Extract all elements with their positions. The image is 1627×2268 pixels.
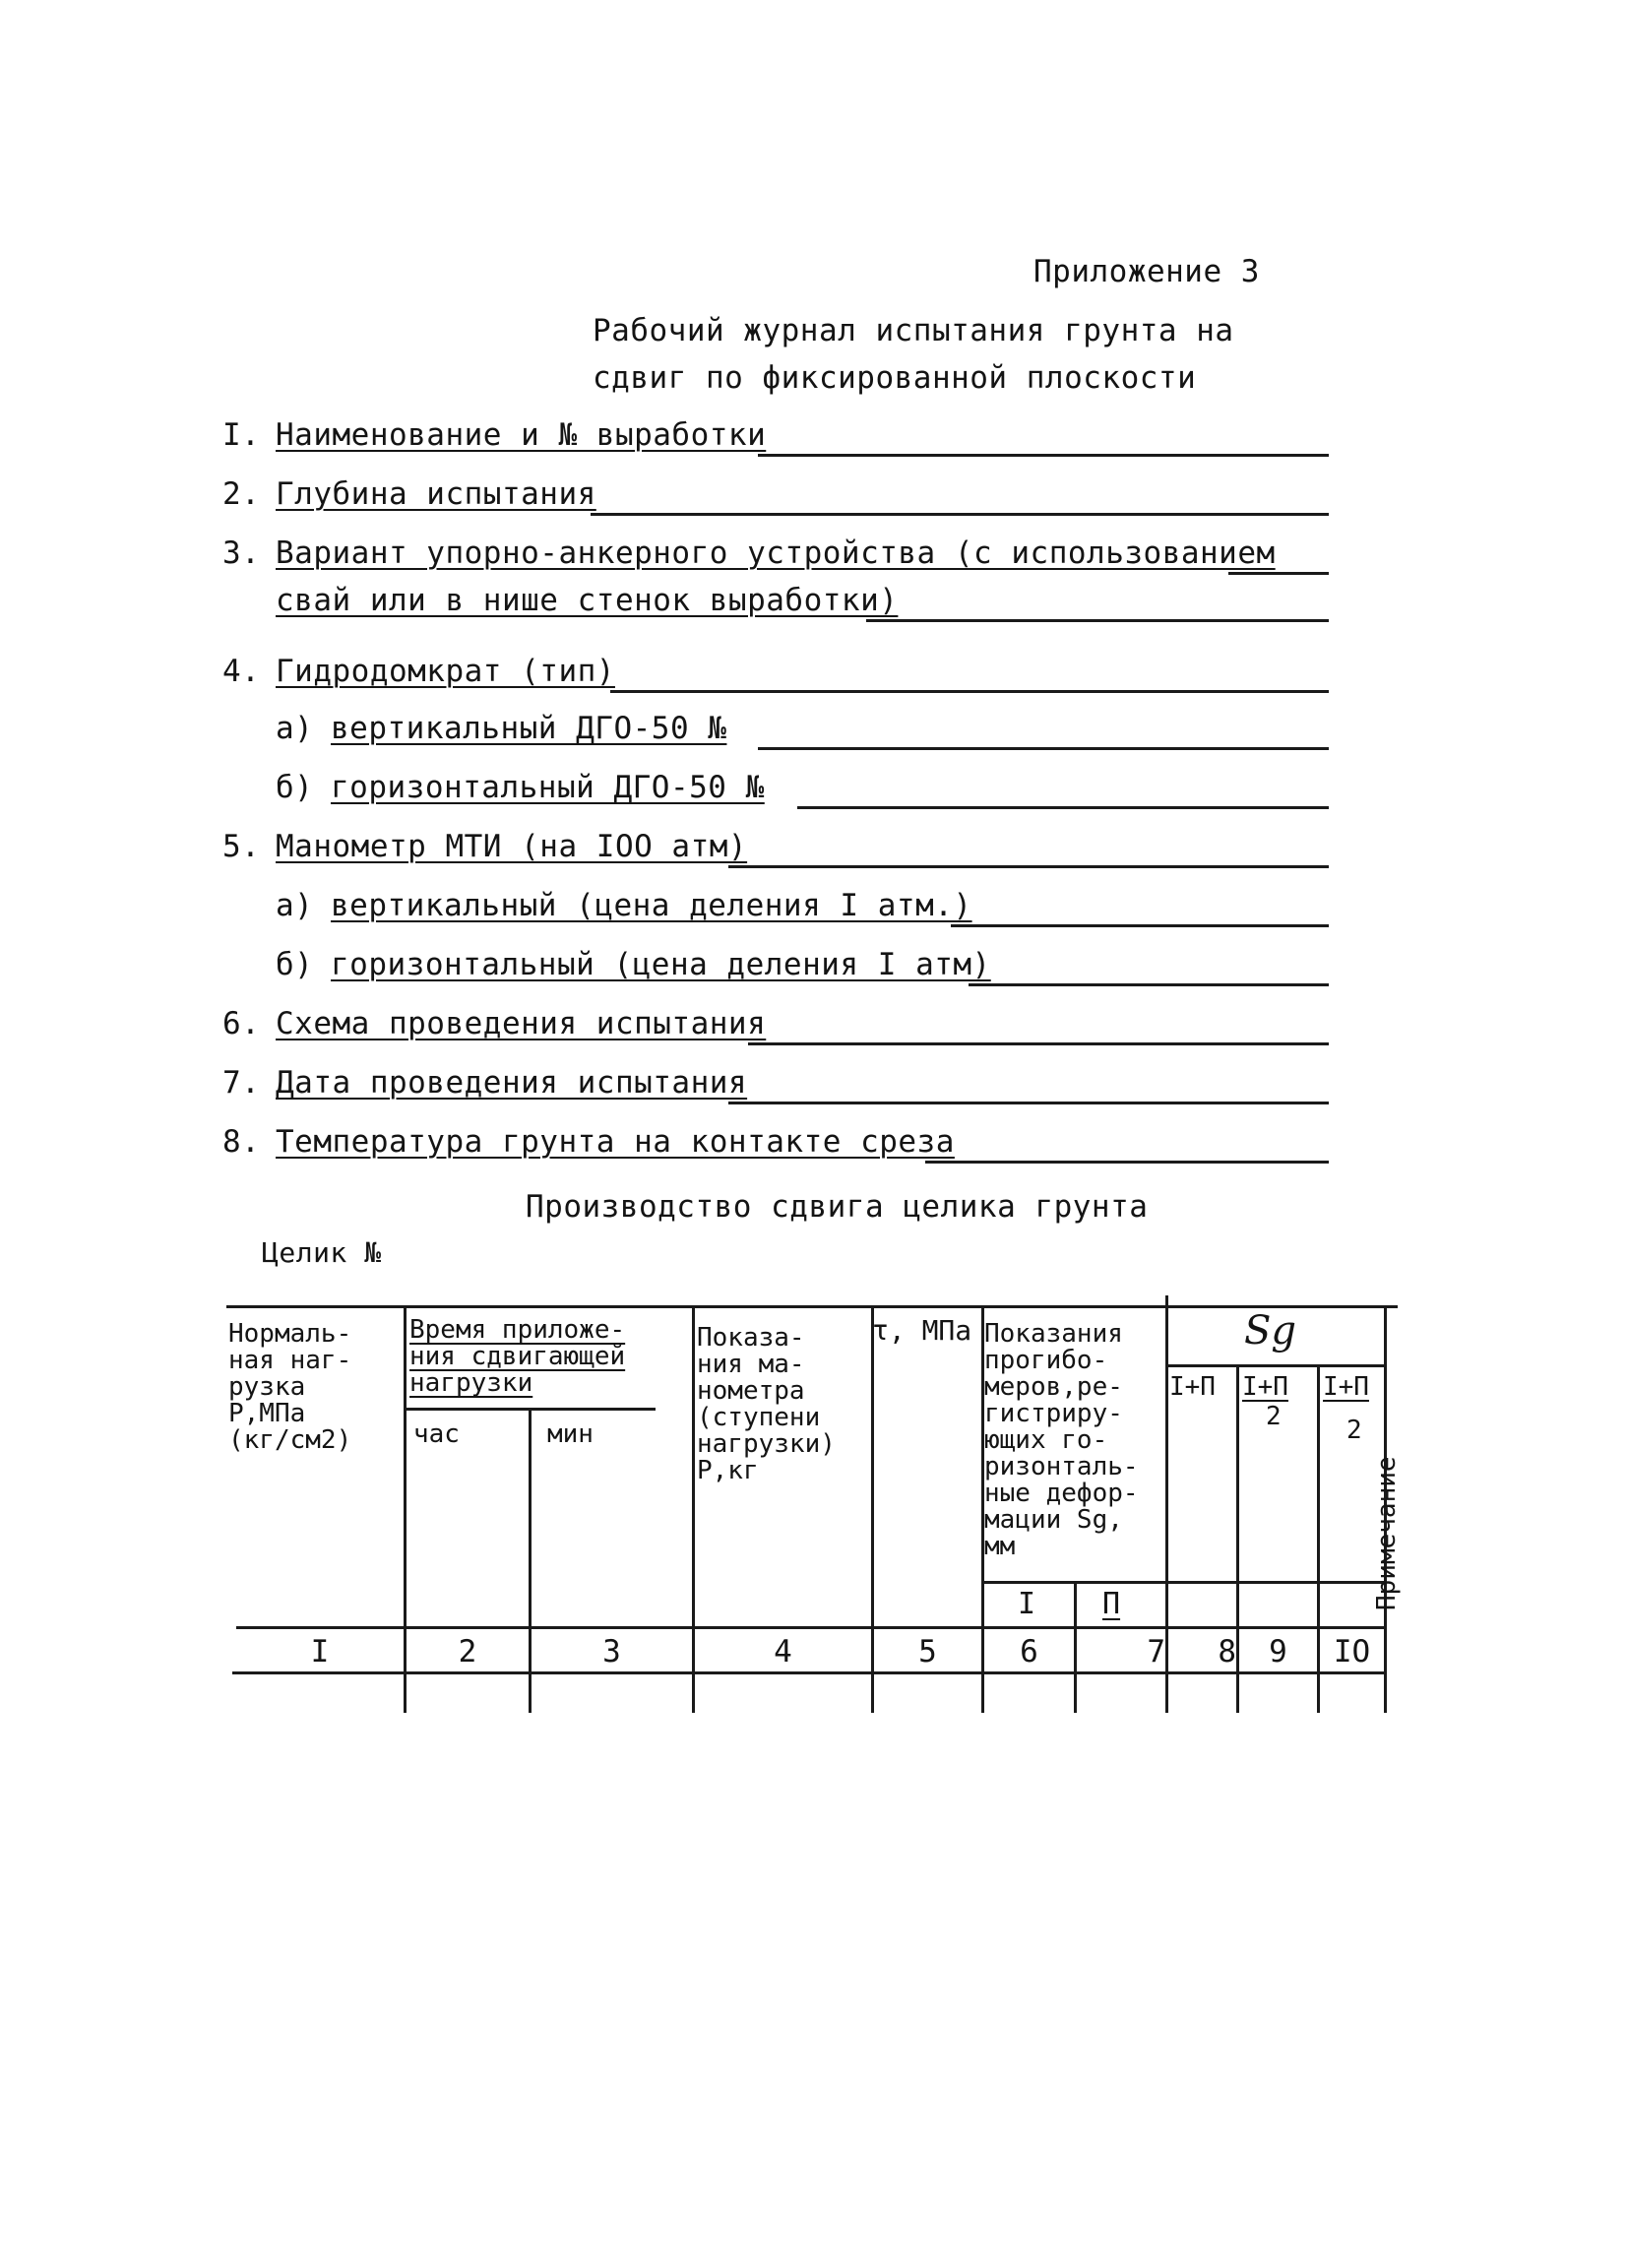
header-deflectometer: Показания прогибо- меров,ре- гистриру- ющих го- ризонталь- ные дефор- мации Sg, мм bbox=[984, 1319, 1139, 1561]
field-3-line-b[interactable] bbox=[866, 619, 1329, 622]
header-hours: час bbox=[413, 1419, 460, 1449]
field-2-label: Глубина испытания bbox=[276, 476, 596, 512]
field-8-number: 8. bbox=[222, 1124, 261, 1160]
field-4b-label: горизонтальный ДГО-50 № bbox=[331, 770, 765, 805]
table-rule-deform bbox=[982, 1581, 1386, 1584]
field-5b-line[interactable] bbox=[969, 983, 1329, 986]
field-3-label-line2: свай или в нише стенок выработки) bbox=[276, 583, 899, 618]
field-2-line[interactable] bbox=[591, 513, 1329, 516]
field-4b-letter: б) bbox=[276, 770, 314, 805]
section-title: Производство сдвига целика грунта bbox=[526, 1189, 1149, 1225]
field-3-line-a[interactable] bbox=[1228, 572, 1329, 575]
header-normal-load: Нормаль- ная наг- рузка P,МПа (кг/см2) bbox=[228, 1319, 352, 1455]
header-sum: I+П bbox=[1169, 1372, 1216, 1402]
pillar-number-label: Целик № bbox=[262, 1236, 382, 1269]
field-6-line[interactable] bbox=[748, 1042, 1329, 1045]
table-header-bottom bbox=[236, 1626, 1386, 1629]
field-4a-line[interactable] bbox=[758, 747, 1329, 750]
field-4-number: 4. bbox=[222, 654, 261, 689]
field-8-label: Температура грунта на контакте среза bbox=[276, 1124, 955, 1160]
column-number-3: 3 bbox=[602, 1634, 621, 1670]
document-title-line1: Рабочий журнал испытания грунта на bbox=[593, 313, 1234, 348]
field-5a-label: вертикальный (цена деления I атм.) bbox=[331, 888, 972, 923]
header-half-sum-bottom: 2 bbox=[1266, 1402, 1282, 1431]
header-gauge-1: I bbox=[1018, 1587, 1036, 1621]
field-2-number: 2. bbox=[222, 476, 261, 512]
field-5b-label: горизонтальный (цена деления I атм) bbox=[331, 947, 991, 982]
field-5-number: 5. bbox=[222, 829, 261, 864]
header-manometer: Показа- ния ма- нометра (ступени нагрузки) P,кг bbox=[697, 1323, 836, 1485]
field-4b-line[interactable] bbox=[797, 806, 1329, 809]
table-top-border bbox=[226, 1305, 1398, 1308]
column-number-1: I bbox=[310, 1634, 330, 1670]
header-minutes: мин bbox=[547, 1419, 594, 1449]
field-7-line[interactable] bbox=[728, 1102, 1329, 1104]
field-5a-letter: а) bbox=[276, 888, 314, 923]
header-sg: Sg bbox=[1244, 1308, 1297, 1354]
field-4-line[interactable] bbox=[610, 690, 1329, 693]
column-number-6: 6 bbox=[1020, 1634, 1038, 1670]
header-half-sum-top: I+П bbox=[1242, 1372, 1288, 1402]
field-1-line[interactable] bbox=[758, 454, 1329, 457]
column-number-7: 7 bbox=[1147, 1634, 1165, 1670]
field-1-number: I. bbox=[222, 417, 261, 453]
column-number-4: 4 bbox=[774, 1634, 792, 1670]
field-3-label: Вариант упорно-анкерного устройства (с использованием bbox=[276, 536, 1276, 571]
column-number-2: 2 bbox=[458, 1634, 477, 1670]
field-4a-letter: а) bbox=[276, 711, 314, 746]
header-time-applied: Время приложе- ния сдвигающей нагрузки bbox=[409, 1315, 626, 1398]
field-6-label: Схема проведения испытания bbox=[276, 1006, 767, 1041]
header-shear-stress: τ, МПа bbox=[872, 1314, 972, 1347]
header-col10-top: I+П bbox=[1323, 1372, 1369, 1402]
field-1-label: Наименование и № выработки bbox=[276, 417, 767, 453]
column-number-10: IO bbox=[1333, 1634, 1371, 1670]
field-7-label: Дата проведения испытания bbox=[276, 1065, 748, 1101]
table-rule-sg bbox=[1167, 1364, 1386, 1367]
field-7-number: 7. bbox=[222, 1065, 261, 1101]
field-4a-label: вертикальный ДГО-50 № bbox=[331, 711, 727, 746]
document-title-line2: сдвиг по фиксированной плоскости bbox=[593, 360, 1197, 396]
header-gauge-2: П bbox=[1102, 1587, 1121, 1621]
field-5b-letter: б) bbox=[276, 947, 314, 982]
field-8-line[interactable] bbox=[925, 1161, 1329, 1164]
field-5-label: Манометр МТИ (на IOO атм) bbox=[276, 829, 748, 864]
column-number-8: 8 bbox=[1218, 1634, 1236, 1670]
field-3-number: 3. bbox=[222, 536, 261, 571]
column-number-9: 9 bbox=[1269, 1634, 1287, 1670]
header-col10-bottom: 2 bbox=[1346, 1416, 1362, 1445]
column-number-5: 5 bbox=[918, 1634, 937, 1670]
header-remarks: Примечание bbox=[1372, 1456, 1402, 1610]
field-4-label: Гидродомкрат (тип) bbox=[276, 654, 615, 689]
field-6-number: 6. bbox=[222, 1006, 261, 1041]
field-5-line[interactable] bbox=[728, 865, 1329, 868]
appendix-label: Приложение 3 bbox=[1033, 254, 1260, 289]
field-5a-line[interactable] bbox=[951, 924, 1329, 927]
